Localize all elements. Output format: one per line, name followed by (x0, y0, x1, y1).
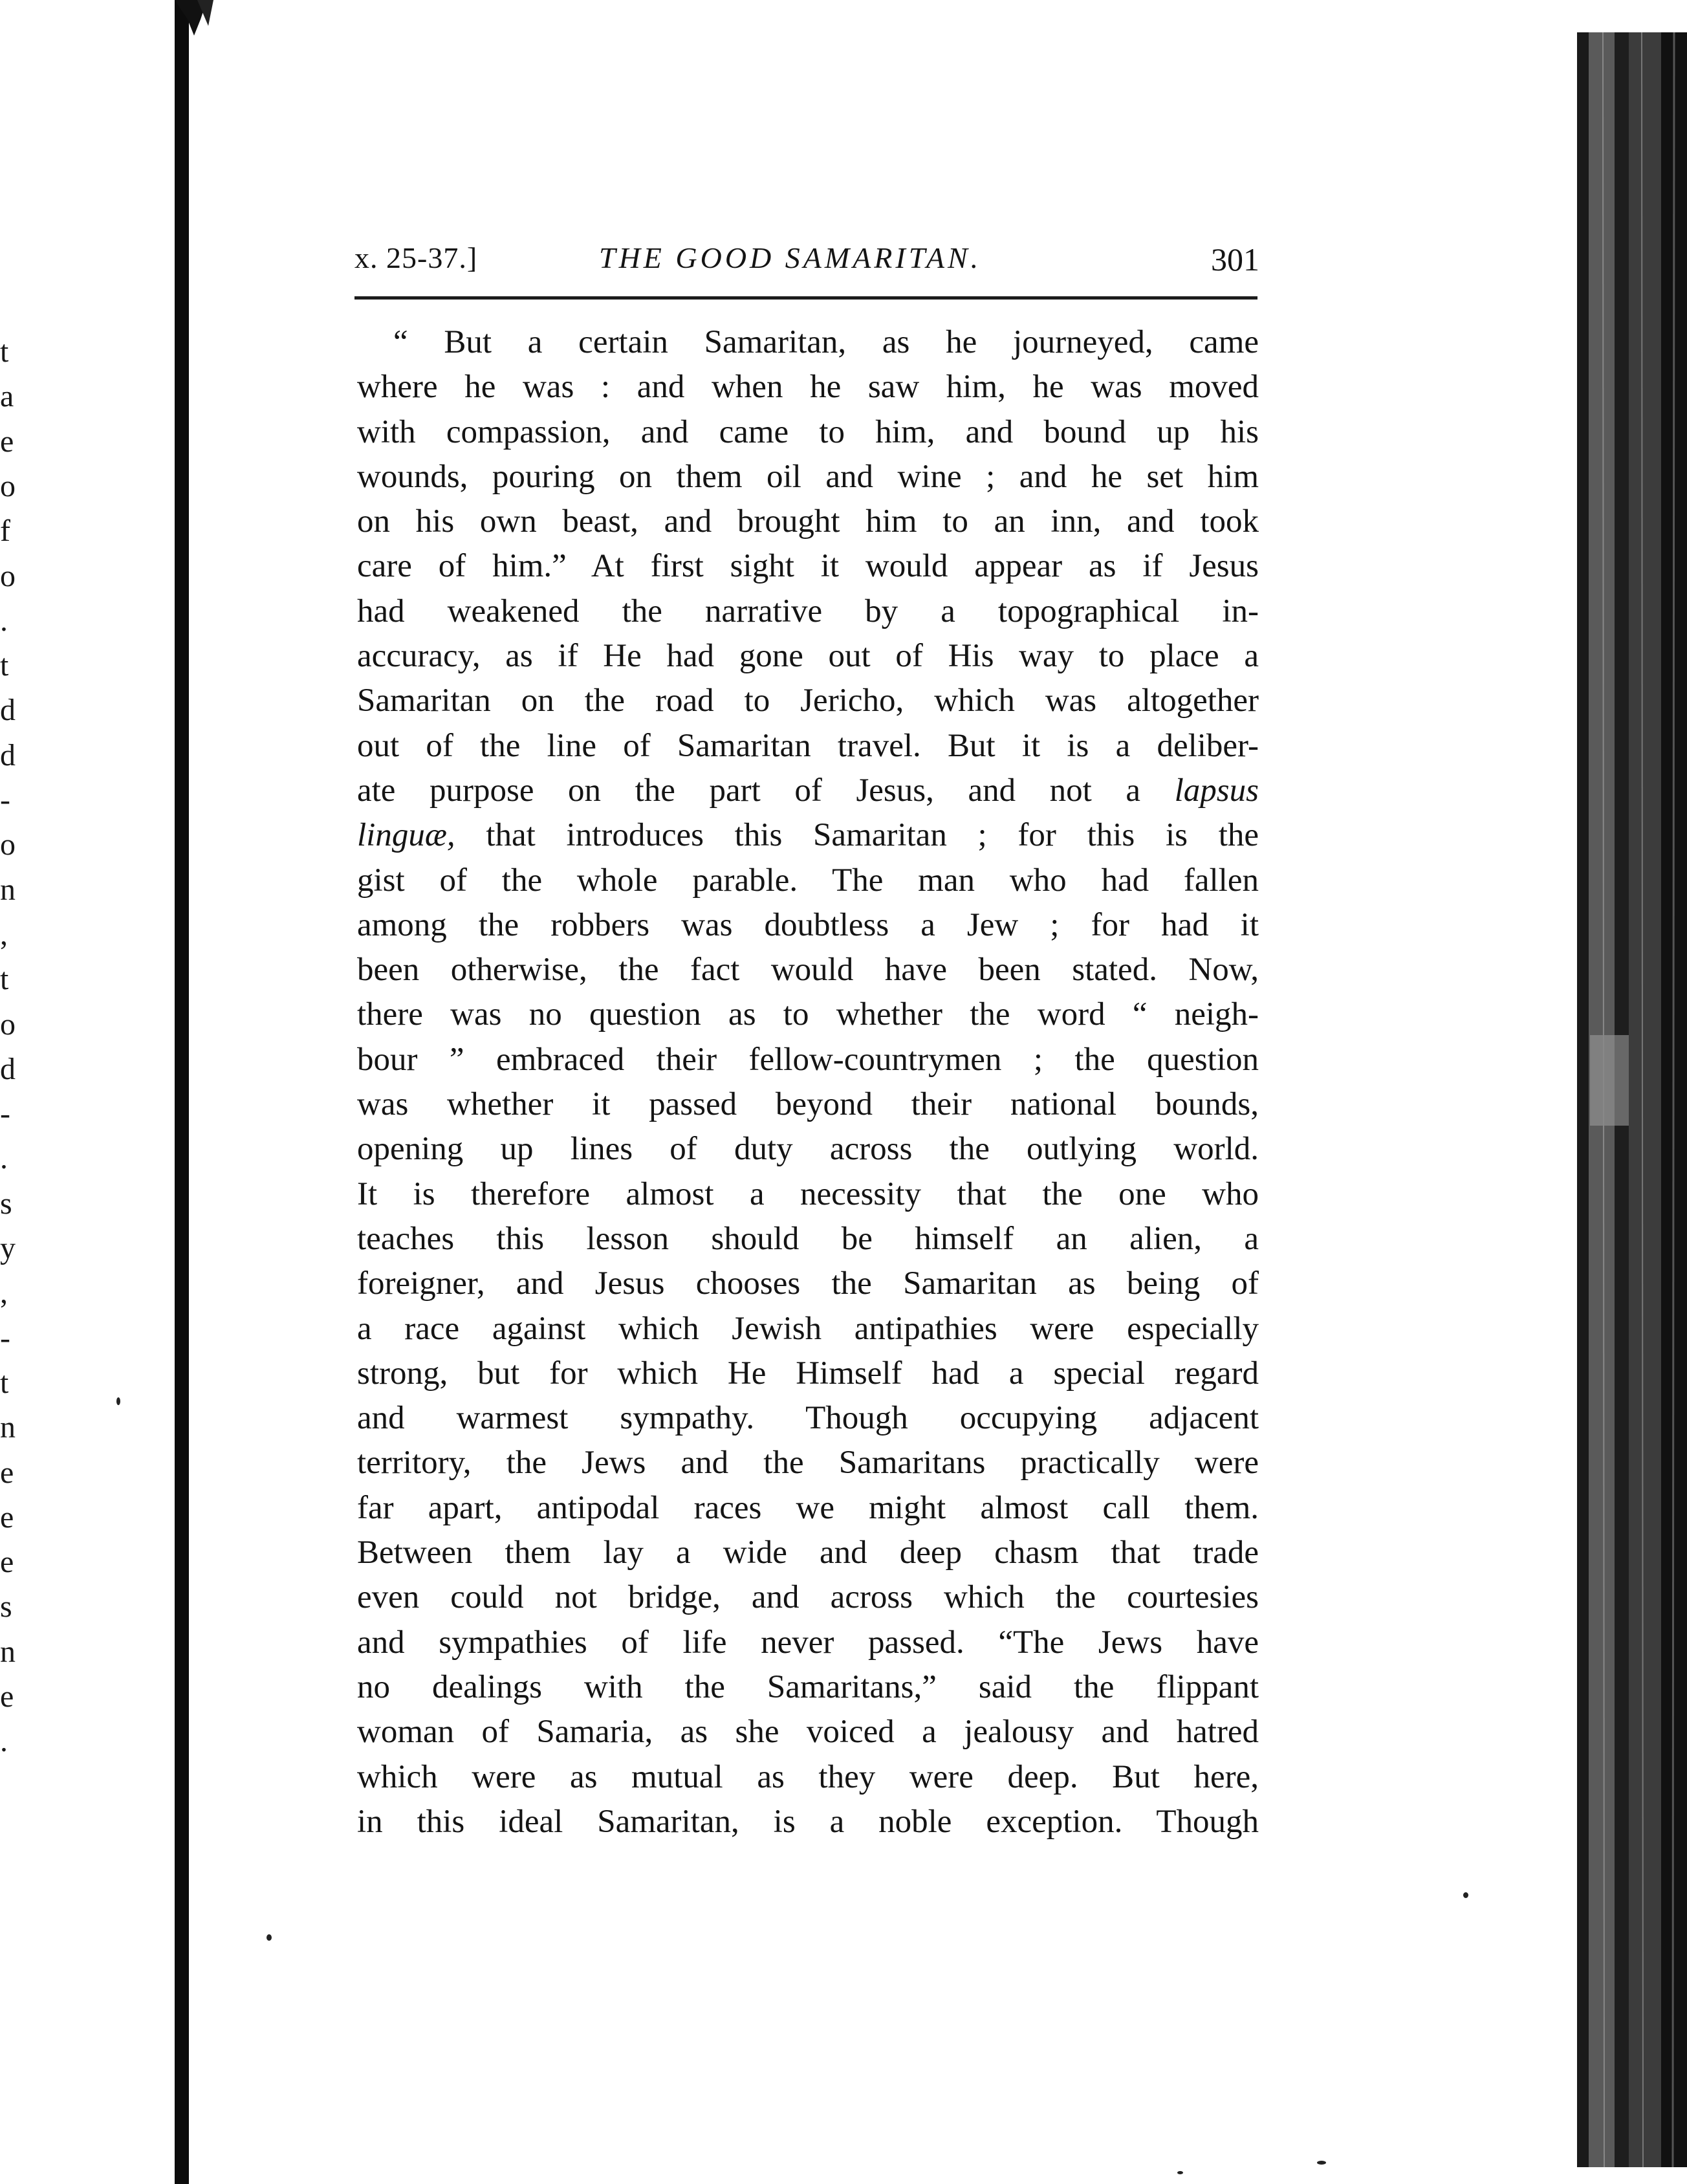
facing-page-fragment: o (0, 1007, 16, 1042)
text-line: was whether it passed beyond their national bounds, (357, 1086, 1259, 1123)
text-line: which were as mutual as they were deep. But here, (357, 1758, 1259, 1795)
text-line: had weakened the narrative by a topographical in- (357, 593, 1259, 629)
facing-page-fragment: s (0, 1186, 12, 1221)
text-line-with-italic (357, 813, 1259, 858)
text-line: opening up lines of duty across the outlying world. (357, 1131, 1259, 1168)
text-line: woman of Samaria, as she voiced a jealousy and hatred (357, 1714, 1259, 1751)
chapter-reference: x. 25-37.] (354, 241, 478, 274)
binding-top-mark (162, 0, 220, 45)
text-line: and sympathies of life never passed. “The Jews have (357, 1624, 1259, 1661)
facing-page-fragment: e (0, 1679, 14, 1714)
text-line: care of him.” At first sight it would appear as if Jesus (357, 548, 1259, 585)
text-line: It is therefore almost a necessity that the one who (357, 1175, 1259, 1212)
text-line: where he was : and when he saw him, he was moved (357, 369, 1259, 406)
text-line: gist of the whole parable. The man who had fallen (357, 862, 1259, 899)
text-line: with compassion, and came to him, and bound up his (357, 413, 1259, 450)
facing-page-fragment: t (0, 648, 9, 683)
facing-page-fragment: y (0, 1231, 16, 1265)
book-edge (1577, 32, 1687, 2167)
header-rule (354, 296, 1257, 300)
text-line: territory, the Jews and the Samaritans practically were (357, 1445, 1259, 1481)
facing-page-fragments (0, 336, 26, 1889)
text-line: wounds, pouring on them oil and wine ; and he set him (357, 458, 1259, 495)
scan-speck (1177, 2171, 1183, 2174)
page-number: 301 (1211, 241, 1259, 278)
facing-page-fragment: d (0, 693, 16, 728)
facing-page-fragment: n (0, 1410, 16, 1445)
text-line: among the robbers was doubtless a Jew ; for had it (357, 906, 1259, 943)
text-line: Samaritan on the road to Jericho, which was altogether (357, 682, 1259, 719)
text-line: accuracy, as if He had gone out of His way to place a (357, 638, 1259, 675)
facing-page-fragment: d (0, 1051, 16, 1086)
facing-page-fragment: . (0, 603, 8, 638)
text-segment: that introduces this Samaritan ; for this is the (486, 817, 1259, 854)
text-line: in this ideal Samaritan, is a noble exception. Though (357, 1803, 1259, 1840)
facing-page-fragment: e (0, 1455, 14, 1490)
scan-speck (267, 1934, 272, 1941)
facing-page-fragment: d (0, 737, 16, 772)
facing-page-fragment: o (0, 558, 16, 593)
text-line: foreigner, and Jesus chooses the Samaritan as being of (357, 1265, 1259, 1302)
scan-speck (1317, 2161, 1326, 2165)
text-segment: ate purpose on the part of Jesus, and not a (357, 772, 1141, 809)
text-line: strong, but for which He Himself had a special regard (357, 1355, 1259, 1392)
italic-phrase: linguæ, (357, 817, 455, 854)
italic-phrase: lapsus (1174, 772, 1259, 809)
facing-page-fragment: n (0, 1634, 16, 1669)
text-line: Between them lay a wide and deep chasm that trade (357, 1534, 1259, 1571)
text-line: “ But a certain Samaritan, as he journeyed, came (393, 324, 1259, 360)
facing-page-fragment: - (0, 1320, 10, 1355)
facing-page-fragment: e (0, 1500, 14, 1534)
facing-page-fragment: t (0, 334, 9, 369)
binding-gutter (175, 0, 189, 2184)
body-text (357, 320, 1259, 1844)
scan-speck (116, 1397, 120, 1405)
text-line: no dealings with the Samaritans,” said the flippant (357, 1668, 1259, 1705)
facing-page-fragment: - (0, 1097, 10, 1131)
facing-page-fragment: . (0, 1141, 8, 1176)
scan-speck (1463, 1892, 1468, 1898)
text-line: out of the line of Samaritan travel. But it is a deliber- (357, 727, 1259, 764)
facing-page-fragment: t (0, 962, 9, 997)
facing-page-fragment: a (0, 379, 14, 414)
facing-page-fragment: - (0, 783, 10, 817)
text-line: even could not bridge, and across which the courtesies (357, 1579, 1259, 1616)
text-line: far apart, antipodal races we might almost call them. (357, 1489, 1259, 1526)
facing-page-fragment: n (0, 872, 16, 907)
running-head (354, 241, 1260, 286)
facing-page-fragment: o (0, 468, 16, 503)
facing-page-fragment: f (0, 514, 10, 549)
facing-page-fragment: e (0, 424, 14, 459)
text-line: bour ” embraced their fellow-countrymen ; the question (357, 1041, 1259, 1078)
text-line: teaches this lesson should be himself an alien, a (357, 1220, 1259, 1257)
text-line: been otherwise, the fact would have been stated. Now, (357, 952, 1259, 988)
facing-page-fragment: , (0, 1276, 8, 1311)
text-line: and warmest sympathy. Though occupying adjacent (357, 1400, 1259, 1437)
facing-page-fragment: e (0, 1545, 14, 1580)
facing-page-fragment: s (0, 1589, 12, 1624)
text-line: on his own beast, and brought him to an inn, and took (357, 503, 1259, 540)
page-title: THE GOOD SAMARITAN. (599, 241, 982, 274)
text-line: there was no question as to whether the word “ neigh- (357, 996, 1259, 1033)
text-line: a race against which Jewish antipathies were especially (357, 1310, 1259, 1347)
facing-page-fragment: t (0, 1365, 9, 1400)
text-line-with-italic (357, 769, 1259, 813)
facing-page-fragment: . (0, 1724, 8, 1759)
facing-page-fragment: , (0, 917, 8, 952)
facing-page-fragment: o (0, 827, 16, 862)
